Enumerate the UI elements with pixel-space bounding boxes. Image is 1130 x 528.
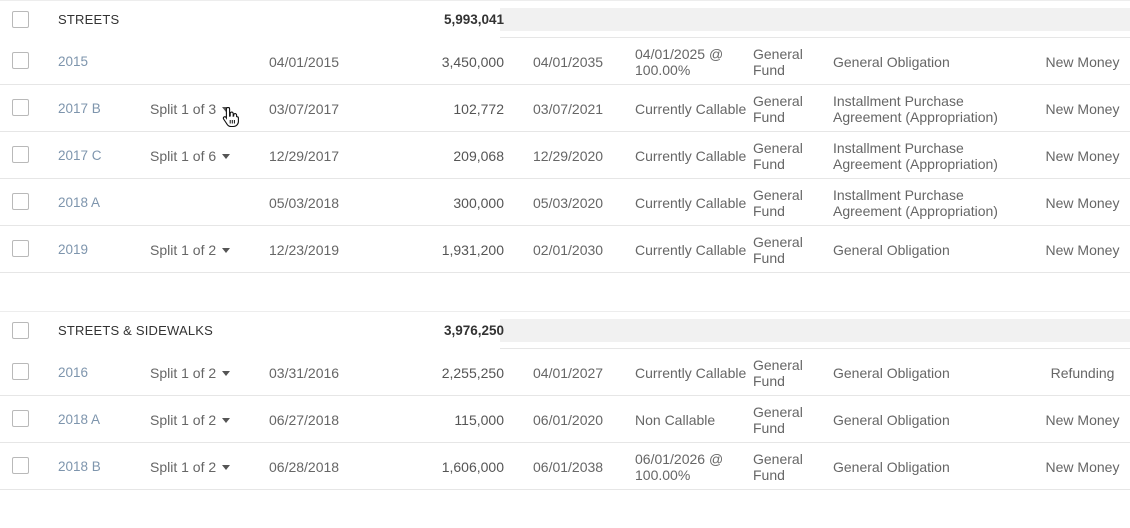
- row-select-checkbox[interactable]: [12, 146, 29, 163]
- call-status: Currently Callable: [635, 364, 747, 381]
- fund: General Fund: [753, 186, 803, 219]
- split-label: Split 1 of 2: [150, 241, 217, 258]
- fund: General Fund: [753, 92, 803, 125]
- table-row: [0, 226, 1130, 273]
- issue-name-link[interactable]: 2015: [58, 54, 89, 69]
- issue-name-link[interactable]: 2018 A: [58, 412, 101, 427]
- fund: General Fund: [753, 233, 803, 266]
- caret-down-icon: [222, 465, 230, 470]
- purpose: New Money: [1045, 411, 1120, 428]
- split-dropdown[interactable]: [150, 349, 230, 396]
- purpose: New Money: [1045, 147, 1120, 164]
- split-label: Split 1 of 3: [150, 100, 217, 117]
- group-header-streets: [0, 0, 1130, 38]
- security-type: General Obligation: [833, 241, 950, 258]
- split-label: Split 1 of 2: [150, 458, 217, 475]
- amount: 3,450,000: [441, 53, 504, 70]
- amount: 1,606,000: [441, 458, 504, 475]
- split-dropdown[interactable]: [150, 443, 230, 490]
- split-label: Split 1 of 6: [150, 147, 217, 164]
- row-select-checkbox[interactable]: [12, 410, 29, 427]
- table-row: [0, 132, 1130, 179]
- security-type: General Obligation: [833, 411, 950, 428]
- purpose: New Money: [1045, 100, 1120, 117]
- security-type: General Obligation: [833, 458, 950, 475]
- issue-name-link[interactable]: 2018 B: [58, 459, 101, 474]
- table-row: [0, 179, 1130, 226]
- dated-date: 05/03/2018: [269, 194, 340, 211]
- row-select-checkbox[interactable]: [12, 240, 29, 257]
- amount: 2,255,250: [441, 364, 504, 381]
- split-dropdown[interactable]: [150, 132, 230, 179]
- row-select-checkbox[interactable]: [12, 363, 29, 380]
- caret-down-icon: [222, 154, 230, 159]
- group-select-checkbox[interactable]: [12, 322, 29, 339]
- security-type: Installment Purchase Agreement (Appropriation): [833, 139, 998, 172]
- amount: 300,000: [453, 194, 504, 211]
- group-title: STREETS: [58, 12, 120, 27]
- group-spacer: [0, 273, 1130, 311]
- maturity-date: 04/01/2027: [533, 364, 604, 381]
- security-type: Installment Purchase Agreement (Appropriation): [833, 186, 998, 219]
- maturity-date: 02/01/2030: [533, 241, 604, 258]
- maturity-date: 06/01/2038: [533, 458, 604, 475]
- amount: 209,068: [453, 147, 504, 164]
- group-header-streets-sidewalks: [0, 311, 1130, 349]
- group-total: 5,993,041: [443, 12, 504, 27]
- fund: General Fund: [753, 139, 803, 172]
- issue-name-link[interactable]: 2019: [58, 242, 89, 257]
- issue-name-link[interactable]: 2018 A: [58, 195, 101, 210]
- row-select-checkbox[interactable]: [12, 52, 29, 69]
- maturity-date: 04/01/2035: [533, 53, 604, 70]
- maturity-date: 12/29/2020: [533, 147, 604, 164]
- dated-date: 06/28/2018: [269, 458, 340, 475]
- row-select-checkbox[interactable]: [12, 99, 29, 116]
- split-dropdown[interactable]: [150, 85, 230, 132]
- row-select-checkbox[interactable]: [12, 193, 29, 210]
- maturity-date: 05/03/2020: [533, 194, 604, 211]
- hand-pointer-icon: [222, 106, 240, 128]
- table-row: [0, 443, 1130, 490]
- group-select-checkbox[interactable]: [12, 11, 29, 28]
- maturity-date: 03/07/2021: [533, 100, 604, 117]
- split-dropdown[interactable]: [150, 226, 230, 273]
- purpose: New Money: [1045, 194, 1120, 211]
- fund: General Fund: [753, 356, 803, 389]
- split-label: Split 1 of 2: [150, 364, 217, 381]
- security-type: General Obligation: [833, 53, 950, 70]
- call-status: Currently Callable: [635, 241, 747, 258]
- amount: 102,772: [453, 100, 504, 117]
- split-dropdown[interactable]: [150, 396, 230, 443]
- caret-down-icon: [222, 418, 230, 423]
- caret-down-icon: [222, 371, 230, 376]
- purpose: New Money: [1045, 241, 1120, 258]
- dated-date: 03/07/2017: [269, 100, 340, 117]
- security-type: General Obligation: [833, 364, 950, 381]
- amount: 1,931,200: [441, 241, 504, 258]
- table-row: [0, 396, 1130, 443]
- issue-name-link[interactable]: 2016: [58, 365, 89, 380]
- fund: General Fund: [753, 450, 803, 483]
- table-row: [0, 349, 1130, 396]
- split-label: Split 1 of 2: [150, 411, 217, 428]
- security-type: Installment Purchase Agreement (Appropriation): [833, 92, 998, 125]
- maturity-date: 06/01/2020: [533, 411, 604, 428]
- dated-date: 04/01/2015: [269, 53, 340, 70]
- dated-date: 12/29/2017: [269, 147, 340, 164]
- call-status: 06/01/2026 @ 100.00%: [635, 450, 724, 483]
- caret-down-icon: [222, 248, 230, 253]
- purpose: New Money: [1045, 53, 1120, 70]
- fund: General Fund: [753, 45, 803, 78]
- table-row: [0, 38, 1130, 85]
- purpose: New Money: [1045, 458, 1120, 475]
- call-status: 04/01/2025 @ 100.00%: [635, 45, 724, 78]
- row-select-checkbox[interactable]: [12, 457, 29, 474]
- call-status: Non Callable: [635, 411, 716, 428]
- issue-name-link[interactable]: 2017 B: [58, 101, 101, 116]
- purpose: Refunding: [1050, 364, 1115, 381]
- dated-date: 03/31/2016: [269, 364, 340, 381]
- call-status: Currently Callable: [635, 100, 747, 117]
- dated-date: 12/23/2019: [269, 241, 340, 258]
- issue-name-link[interactable]: 2017 C: [58, 148, 102, 163]
- amount: 115,000: [454, 411, 504, 428]
- group-title: STREETS & SIDEWALKS: [58, 323, 214, 338]
- group-total: 3,976,250: [443, 323, 504, 338]
- fund: General Fund: [753, 403, 803, 436]
- call-status: Currently Callable: [635, 194, 747, 211]
- call-status: Currently Callable: [635, 147, 747, 164]
- table-row: [0, 85, 1130, 132]
- dated-date: 06/27/2018: [269, 411, 340, 428]
